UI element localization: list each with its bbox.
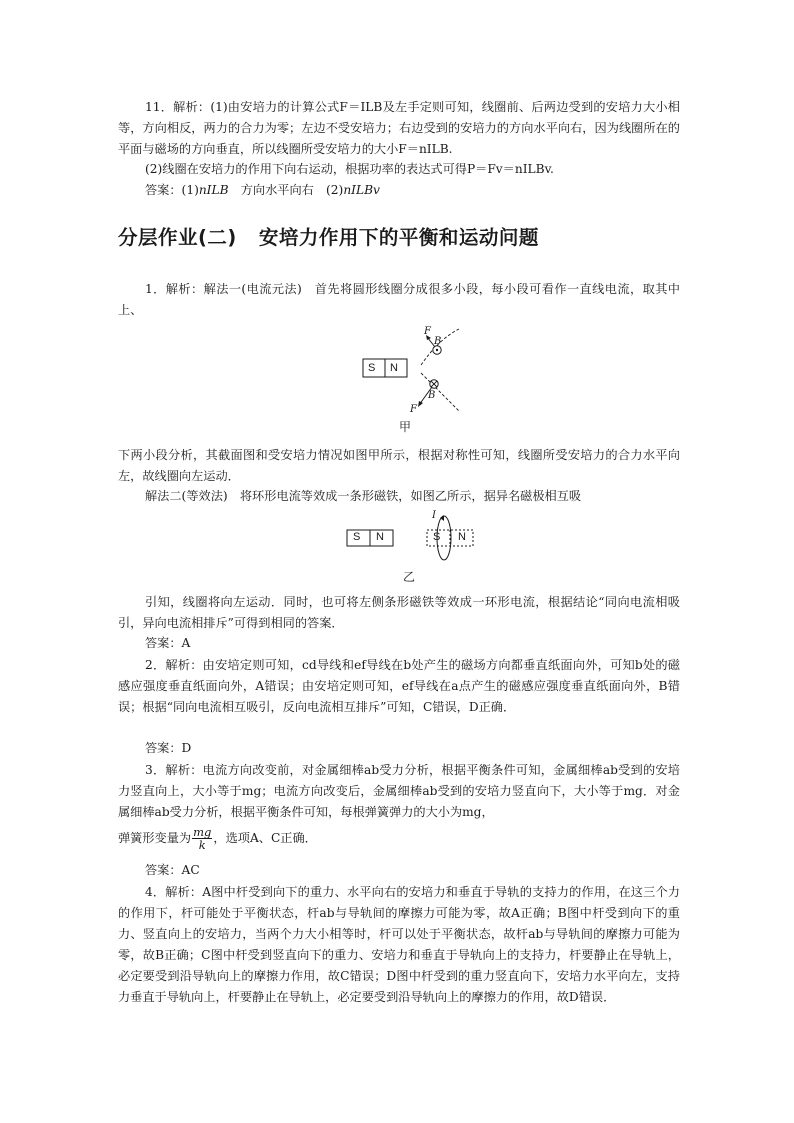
force-label-lower: F	[410, 404, 417, 415]
q3-analysis: 3．解析：电流方向改变前，对金属细棒ab受力分析，根据平衡条件可知，金属细棒ab受到的安培力竖直向上，大小等于mg；电流方向改变后，金属细棒ab受到的安培力竖直向下，大小等于mg．对金属细棒ab受力分析，根据平衡条件可知，每根弹簧弹力的大小为mg，	[118, 763, 680, 819]
field-label-upper: B	[434, 336, 442, 347]
section-title-number: 分层作业(二)	[118, 226, 237, 249]
equiv-magnet-s-label: S	[433, 531, 441, 543]
current-label: I	[432, 510, 436, 521]
figure-yi-caption: 乙	[403, 570, 416, 584]
current-out-of-page-symbol	[433, 346, 441, 354]
field-label-lower: B	[428, 390, 436, 401]
section-title	[118, 222, 539, 250]
current-into-page-symbol	[430, 380, 438, 388]
current-direction-arrow	[440, 515, 444, 521]
magnet-1-s-label: S	[368, 362, 376, 374]
q11-answer-a: nILB	[198, 183, 229, 197]
q3-fraction-numerator: mg	[193, 825, 212, 839]
field-line-lower	[421, 373, 459, 411]
figure-jia-caption: 甲	[399, 420, 412, 434]
q2-answer: 答案：D	[145, 741, 192, 755]
q1-analysis-method2: 解法二(等效法) 将环形电流等效成一条形磁铁，如图乙所示，据异名磁极相互吸	[145, 489, 582, 503]
magnet-1-n-label: N	[390, 362, 398, 374]
q3-answer: 答案：AC	[145, 863, 200, 877]
q1-analysis-method2-cont: 引知，线圈将向左运动．同时，也可将左侧条形磁铁等效成一环形电流，根据结论“同向电流相吸引，异向电流相排斥”可得到相同的答案．	[118, 595, 680, 630]
q3-fraction	[192, 826, 212, 851]
q3-fraction-denominator: k	[198, 838, 206, 852]
magnet-2-n-label: N	[376, 531, 384, 543]
q1-answer: 答案：A	[145, 636, 191, 650]
q11-answer-mid: 方向水平向右 (2)	[228, 183, 344, 197]
q11-analysis-part1: 11．解析：(1)由安培力的计算公式F＝ILB及左手定则可知，线圈前、后两边受到的安培力大小相等，方向相反，两力的合力为零；左边不受安培力；右边受到的安培力的方向水平向右，因为线圈所在的平面与磁场的方向垂直，所以线圈所受安培力的大小F＝nILB.	[118, 100, 680, 156]
q11-answer-prefix: 答案：(1)	[145, 183, 199, 197]
q1-analysis-method1: 1．解析：解法一(电流元法) 首先将圆形线圈分成很多小段，每小段可看作一直线电流，取其中上、	[118, 282, 680, 317]
force-label-upper: F	[424, 326, 431, 337]
q4-analysis: 4．解析：A图中杆受到向下的重力、水平向右的安培力和垂直于导轨的支持力的作用，在这三个力的作用下，杆可能处于平衡状态，杆ab与导轨间的摩擦力可能为零，故A正确；B图中杆受到向下的重力、竖直向上的安培力，当两个力大小相等时，杆可以处于平衡状态，故杆ab与导轨间的摩擦力可能为零，故B正确；C图中杆受到竖直向下的重力、安培力和垂直于导轨向上的支持力，杆要静止在导轨上，必定要受到沿导轨向上的摩擦力作用，故C错误；D图中杆受到的重力竖直向下，安培力水平向左，支持力垂直于导轨向上，杆要静止在导轨上，必定要受到沿导轨向上的摩擦力的作用，故D错误．	[118, 885, 680, 1004]
section-title-topic: 安培力作用下的平衡和运动问题	[258, 226, 539, 249]
q3-tail-a: 弹簧形变量为	[118, 831, 192, 845]
equiv-magnet-n-label: N	[458, 531, 466, 543]
magnet-2-s-label: S	[353, 531, 361, 543]
q1-analysis-method1-cont: 下两小段分析，其截面图和受安培力情况如图甲所示，根据对称性可知，线圈所受安培力的合力水平向左，故线圈向左运动．	[118, 448, 680, 483]
q3-tail-b: ，选项A、C正确．	[213, 831, 317, 845]
q3-analysis-tail	[118, 826, 680, 851]
q11-analysis-part2: (2)线圈在安培力的作用下向右运动，根据功率的表达式可得P＝Fv＝nILBv.	[145, 162, 554, 176]
q11-answer	[145, 181, 380, 198]
q2-analysis: 2．解析：由安培定则可知，cd导线和ef导线在b处产生的磁场方向都垂直纸面向外，可知b处的磁感应强度垂直纸面向外，A错误；由安培定则可知，ef导线在a点产生的磁感应强度垂直纸面向外，B错误；根据“同向电流相互吸引，反向电流相互排斥”可知，C错误，D正确．	[118, 658, 680, 714]
q11-answer-b: nILBv	[343, 183, 380, 197]
